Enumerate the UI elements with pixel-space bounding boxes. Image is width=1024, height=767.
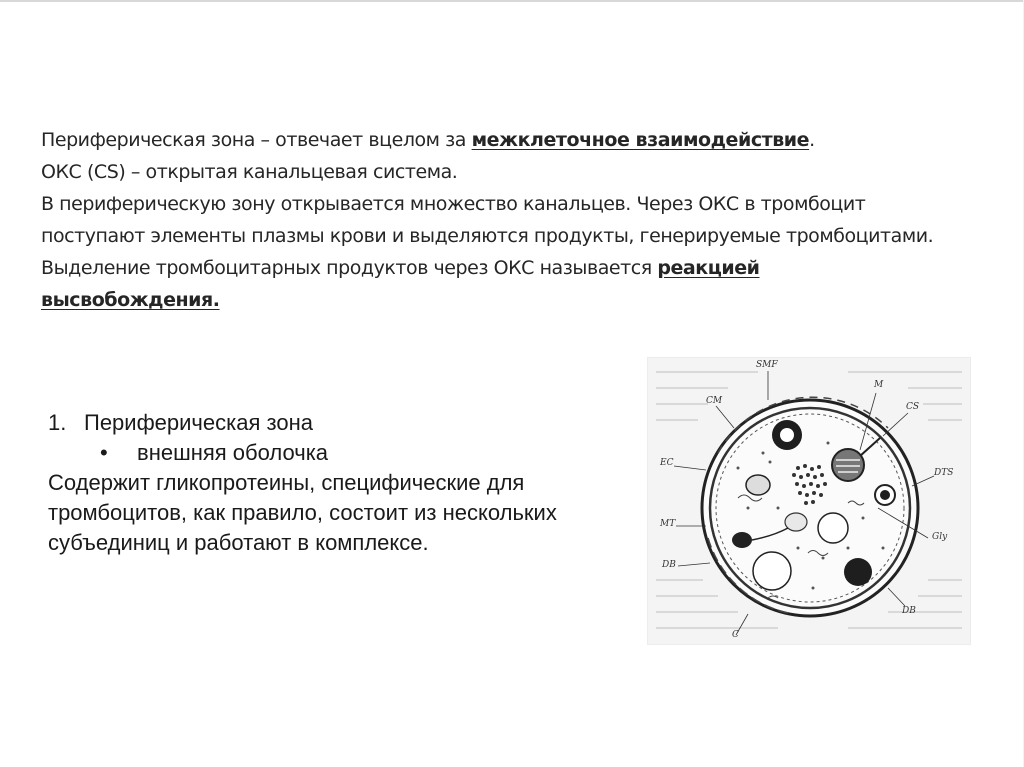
bullet-text: внешняя оболочка: [137, 440, 329, 465]
list-item-zone: [48, 408, 648, 438]
top-border: [0, 0, 1024, 2]
label-dts: DTS: [934, 468, 954, 478]
label-m: M: [874, 380, 884, 390]
label-c: C: [732, 630, 739, 640]
label-gly: Gly: [932, 532, 948, 542]
alpha-granule: [818, 513, 848, 543]
label-smf: SMF: [756, 360, 778, 370]
zone-description: Содержит гликопротеины, специфические для тромбоцитов, как правило, состоит из нескольких субъединиц и работают в комплексе.: [48, 470, 557, 555]
dense-granule: [844, 558, 872, 586]
bullet-icon: •: [100, 440, 108, 465]
list-title: Периферическая зона: [84, 410, 313, 435]
label-db-bottom: DB: [902, 606, 916, 616]
emphasis-release-reaction: реакцией высвобождения.: [41, 257, 760, 311]
list-number: 1.: [48, 410, 67, 435]
platelet-diagram-svg: [648, 358, 970, 644]
platelet-diagram: [647, 357, 971, 645]
label-cs: CS: [906, 402, 920, 412]
intro-line-1: Периферическая зона – отвечает вцелом за межклеточное взаимодействие.: [41, 129, 815, 151]
dark-body: [732, 532, 752, 548]
alpha-granule: [753, 552, 791, 590]
zone-list: [48, 408, 648, 558]
intro-line-2: ОКС (CS) – открытая канальцевая система.: [41, 161, 458, 183]
emphasis-intercellular: межклеточное взаимодействие: [471, 129, 810, 151]
label-mt: MT: [660, 519, 676, 529]
intro-text: [41, 124, 941, 316]
label-ec: EC: [660, 458, 674, 468]
intro-line-4: Выделение тромбоцитарных продуктов через ОКС называется реакцией высвобождения.: [41, 257, 760, 311]
mitochondrion: [832, 449, 864, 481]
label-db-left: DB: [662, 560, 676, 570]
bullet-item: [100, 438, 648, 468]
label-cm: CM: [706, 396, 723, 406]
intro-line-3: В периферическую зону открывается множество канальцев. Через ОКС в тромбоцит поступают элементы плазмы крови и выделяются продукты, генерируемые тромбоцитами.: [41, 193, 934, 247]
